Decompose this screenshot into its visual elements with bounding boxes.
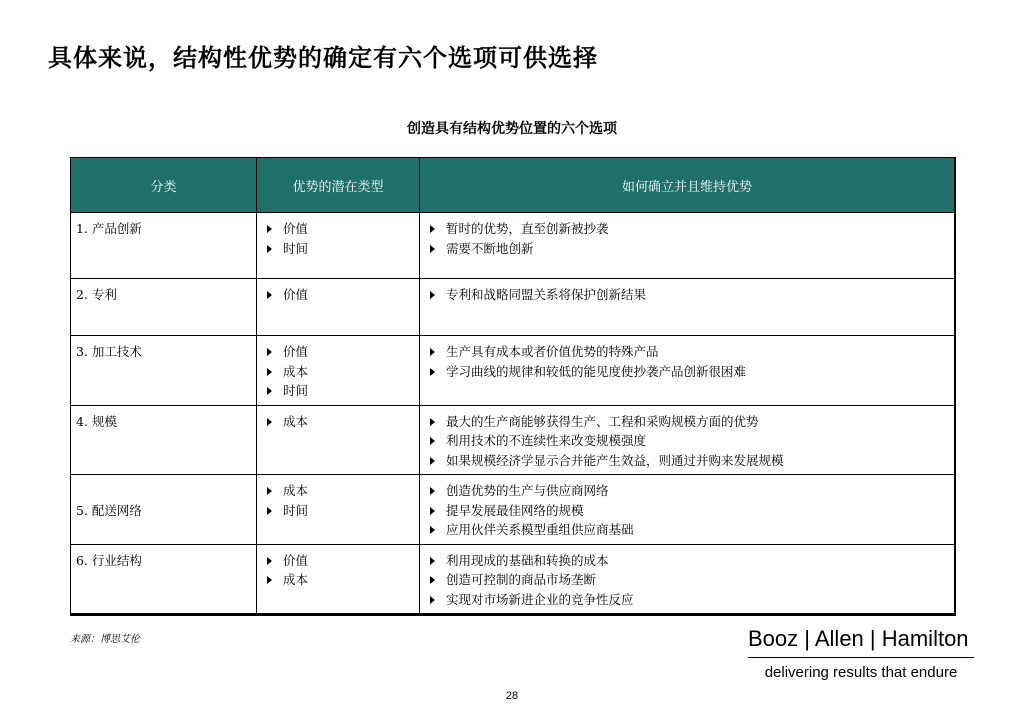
triangle-bullet-icon (267, 245, 272, 253)
list-item (426, 219, 948, 239)
triangle-bullet-icon (267, 576, 272, 584)
bullet-list (263, 481, 413, 520)
triangle-bullet-icon (267, 418, 272, 426)
bullet-text: 成本 (283, 572, 309, 587)
table-body (71, 213, 955, 614)
how-cell (420, 279, 955, 336)
logo-tagline: delivering results that endure (764, 664, 958, 681)
bullet-text: 价值 (283, 552, 309, 568)
bullet-list (263, 412, 413, 432)
triangle-bullet-icon (430, 291, 435, 299)
bullet-list (263, 551, 413, 590)
list-item (426, 551, 948, 571)
list-item (263, 570, 413, 590)
how-cell (420, 336, 955, 406)
bullet-text: 生产具有成本或者价值优势的特殊产品 (446, 344, 659, 359)
column-header-types: 优势的潜在类型 (257, 158, 420, 213)
triangle-bullet-icon (430, 526, 435, 534)
triangle-bullet-icon (430, 507, 435, 515)
bullet-text: 价值 (283, 287, 309, 302)
list-item (426, 481, 948, 501)
bullet-text: 提早发展最佳网络的规模 (446, 502, 584, 518)
table-row (71, 213, 955, 279)
bullet-list (426, 481, 948, 540)
how-cell (420, 544, 955, 614)
bullet-list (263, 219, 413, 258)
category-cell: 5. 配送网络 (71, 475, 257, 545)
bullet-text: 成本 (283, 483, 309, 498)
bullet-text: 利用技术的不连续性来改变规模强度 (446, 433, 647, 448)
types-cell (257, 475, 420, 545)
list-item (426, 285, 948, 305)
list-item (426, 342, 948, 362)
source-note: 来源：博思艾伦 (70, 634, 140, 645)
column-header-how: 如何确立并且维持优势 (420, 158, 955, 213)
triangle-bullet-icon (430, 245, 435, 253)
page-number: 28 (505, 690, 519, 702)
triangle-bullet-icon (430, 596, 435, 604)
bullet-text: 成本 (283, 363, 309, 379)
types-cell (257, 544, 420, 614)
table-row (71, 279, 955, 336)
list-item (263, 362, 413, 382)
list-item (426, 412, 948, 432)
bullet-text: 实现对市场新进企业的竞争性反应 (446, 591, 634, 607)
list-item (426, 431, 948, 451)
page-title: 具体来说，结构性优势的确定有六个选项可供选择 (48, 44, 598, 72)
list-item (263, 381, 413, 401)
bullet-text: 学习曲线的规律和较低的能见度使抄袭产品创新很困难 (446, 363, 747, 379)
bullet-list (426, 342, 948, 381)
list-item (263, 219, 413, 239)
bullet-list (426, 285, 948, 305)
list-item (426, 239, 948, 259)
bullet-text: 时间 (283, 240, 309, 256)
triangle-bullet-icon (430, 437, 435, 445)
how-cell (420, 405, 955, 475)
bullet-text: 时间 (283, 383, 309, 398)
triangle-bullet-icon (267, 557, 272, 565)
bullet-text: 价值 (283, 221, 309, 236)
list-item (263, 481, 413, 501)
category-cell: 4. 规模 (71, 405, 257, 475)
list-item (263, 285, 413, 305)
bullet-text: 创造优势的生产与供应商网络 (446, 483, 609, 498)
list-item (426, 451, 948, 471)
triangle-bullet-icon (267, 225, 272, 233)
list-item (263, 551, 413, 571)
triangle-bullet-icon (430, 225, 435, 233)
bullet-list (426, 412, 948, 471)
options-table (70, 157, 955, 614)
list-item (426, 520, 948, 540)
options-table-frame (70, 157, 956, 616)
types-cell (257, 405, 420, 475)
list-item (426, 362, 948, 382)
category-cell: 1. 产品创新 (71, 213, 257, 279)
list-item (263, 501, 413, 521)
bullet-text: 如果规模经济学显示合并能产生效益，则通过并购来发展规模 (446, 452, 784, 468)
table-row (71, 475, 955, 545)
bullet-text: 暂时的优势，直至创新被抄袭 (446, 221, 609, 236)
list-item (426, 570, 948, 590)
category-cell: 3. 加工技术 (71, 336, 257, 406)
list-item (426, 501, 948, 521)
column-header-category: 分类 (71, 158, 257, 213)
bullet-text: 时间 (283, 502, 309, 518)
table-title: 创造具有结构优势位置的六个选项 (407, 121, 617, 137)
triangle-bullet-icon (430, 457, 435, 465)
types-cell (257, 279, 420, 336)
bullet-list (263, 342, 413, 401)
how-cell (420, 213, 955, 279)
table-header-row (71, 158, 955, 213)
types-cell (257, 336, 420, 406)
triangle-bullet-icon (267, 348, 272, 356)
triangle-bullet-icon (430, 368, 435, 376)
triangle-bullet-icon (430, 557, 435, 565)
triangle-bullet-icon (267, 507, 272, 515)
bullet-list (263, 285, 413, 305)
company-logo (748, 626, 974, 681)
bullet-list (426, 219, 948, 258)
bullet-text: 应用伙伴关系模型重组供应商基础 (446, 522, 634, 537)
triangle-bullet-icon (267, 387, 272, 395)
bullet-text: 专利和战略同盟关系将保护创新结果 (446, 287, 647, 302)
triangle-bullet-icon (267, 368, 272, 376)
bullet-list (426, 551, 948, 610)
bullet-text: 最大的生产商能够获得生产、工程和采购规模方面的优势 (446, 413, 759, 429)
logo-name: Booz | Allen | Hamilton (748, 626, 969, 651)
how-cell (420, 475, 955, 545)
logo-divider (748, 657, 974, 658)
triangle-bullet-icon (430, 348, 435, 356)
list-item (263, 239, 413, 259)
triangle-bullet-icon (430, 576, 435, 584)
category-cell: 2. 专利 (71, 279, 257, 336)
triangle-bullet-icon (430, 487, 435, 495)
bullet-text: 价值 (283, 344, 309, 359)
list-item (426, 590, 948, 610)
bullet-text: 利用现成的基础和转换的成本 (446, 552, 609, 568)
triangle-bullet-icon (267, 487, 272, 495)
table-row (71, 405, 955, 475)
types-cell (257, 213, 420, 279)
bullet-text: 创造可控制的商品市场垄断 (446, 572, 597, 587)
bullet-text: 需要不断地创新 (446, 240, 534, 256)
list-item (263, 412, 413, 432)
category-cell: 6. 行业结构 (71, 544, 257, 614)
triangle-bullet-icon (267, 291, 272, 299)
triangle-bullet-icon (430, 418, 435, 426)
list-item (263, 342, 413, 362)
bullet-text: 成本 (283, 413, 309, 429)
table-row (71, 336, 955, 406)
table-row (71, 544, 955, 614)
